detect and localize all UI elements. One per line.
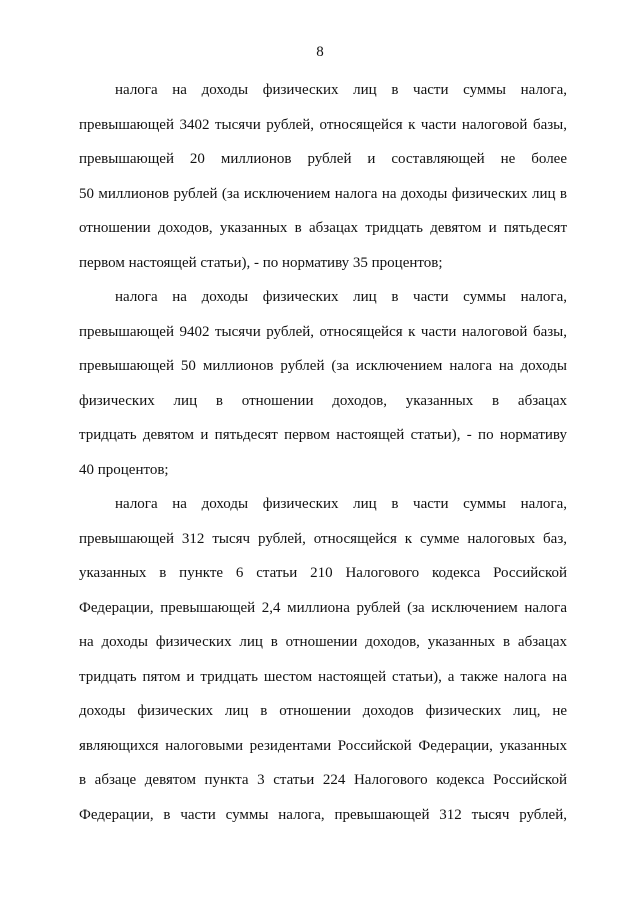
text-line: Федерации, превышающей 2,4 миллиона рублей (за исключением налога xyxy=(79,599,567,616)
text-line: тридцать пятом и тридцать шестом настоящей статьи), а также налога на xyxy=(79,668,567,685)
text-line: тридцать девятом и пятьдесят первом настоящей статьи), - по нормативу xyxy=(79,427,567,443)
text-line: физических лиц в отношении доходов, указанных в абзацах xyxy=(79,392,567,409)
text-line: на доходы физических лиц в отношении доходов, указанных в абзацах xyxy=(79,634,567,650)
text-line: превышающей 9402 тысячи рублей, относящейся к части налоговой базы, xyxy=(79,323,567,340)
text-line: налога на доходы физических лиц в части суммы налога, xyxy=(115,289,567,305)
text-line: превышающей 50 миллионов рублей (за исключением налога на доходы xyxy=(79,358,567,374)
text-line: отношении доходов, указанных в абзацах тридцать девятом и пятьдесят xyxy=(79,220,567,236)
text-line: превышающей 20 миллионов рублей и составляющей не более xyxy=(79,151,567,167)
text-line: доходы физических лиц в отношении доходов физических лиц, не xyxy=(79,703,567,719)
page-number: 8 xyxy=(316,44,324,60)
text-line: Федерации, в части суммы налога, превышающей 312 тысяч рублей, xyxy=(79,806,567,823)
document-body xyxy=(79,79,567,838)
text-line: в абзаце девятом пункта 3 статьи 224 Налогового кодекса Российской xyxy=(79,772,567,788)
text-line: 50 миллионов рублей (за исключением налога на доходы физических лиц в xyxy=(79,185,567,202)
text-line: 40 процентов; xyxy=(79,461,169,478)
text-line: первом настоящей статьи), - по нормативу 35 процентов; xyxy=(79,254,443,271)
text-line: налога на доходы физических лиц в части суммы налога, xyxy=(115,82,567,98)
text-line: указанных в пункте 6 статьи 210 Налогового кодекса Российской xyxy=(79,565,567,581)
text-line: превышающей 3402 тысячи рублей, относящейся к части налоговой базы, xyxy=(79,116,567,133)
text-line: налога на доходы физических лиц в части суммы налога, xyxy=(115,496,567,512)
text-line: превышающей 312 тысяч рублей, относящейся к сумме налоговых баз, xyxy=(79,530,567,547)
text-line: являющихся налоговыми резидентами Российской Федерации, указанных xyxy=(79,737,567,754)
